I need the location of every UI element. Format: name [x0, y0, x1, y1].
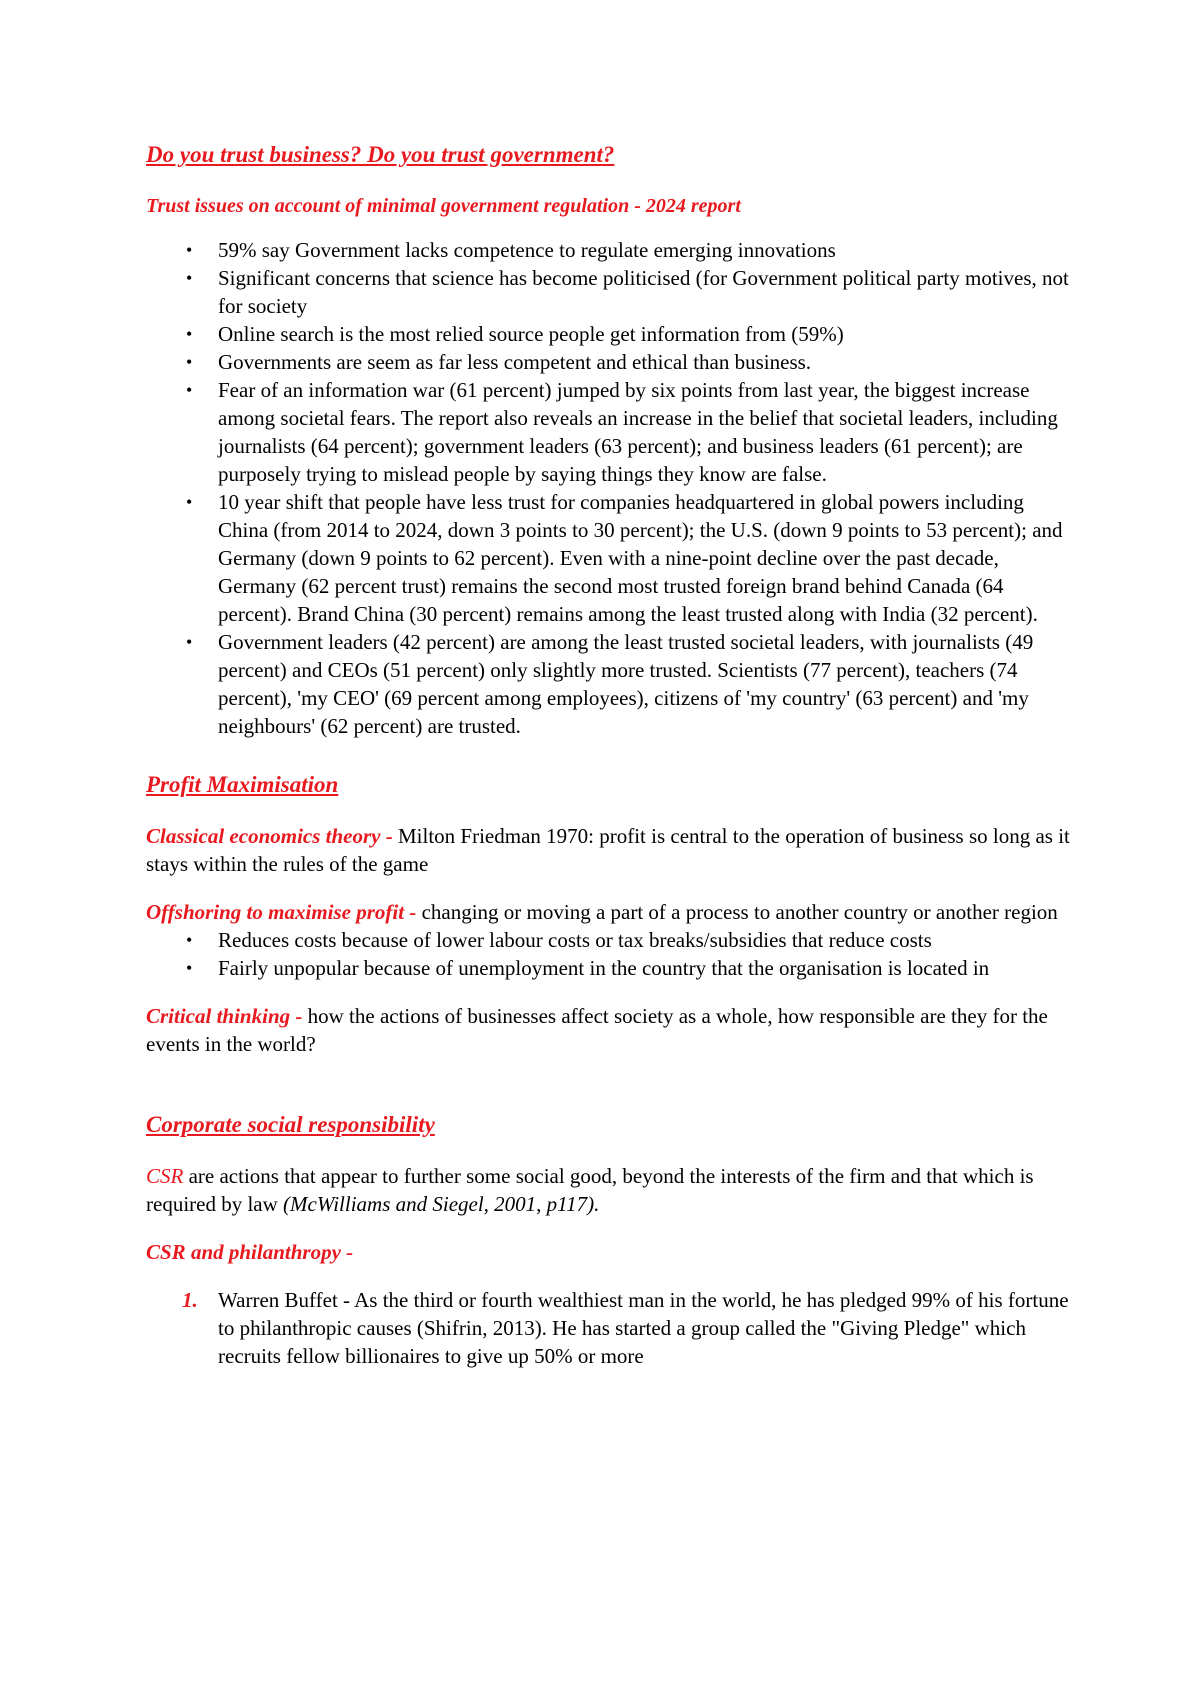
section-title-csr: Corporate social responsibility [146, 1112, 435, 1137]
document-page [146, 140, 1076, 1370]
list-item: • 59% say Government lacks competence to regulate emerging innovations [186, 238, 836, 262]
list-item: • Fairly unpopular because of unemployment in the country that the organisation is located in [186, 956, 990, 980]
list-number: 1. [182, 1288, 198, 1312]
list-item: 1. Warren Buffet - As the third or fourth wealthiest man in the world, he has pledged 99% of his fortune to philanthropic causes (Shifrin, 2013). He has started a group called the "Giving Pledge" which recruits fellow billionaires to give up 50% or more [182, 1288, 1069, 1368]
list-item: • Fear of an information war (61 percent) jumped by six points from last year, the biggest increase among societal fears. The report also reveals an increase in the belief that societal leaders, including journalists (64 percent); government leaders (63 percent); and business leaders (61 percent); are purposely trying to mislead people by saying things they know are false. [186, 378, 1058, 486]
list-item: • Online search is the most relied source people get information from (59%) [186, 322, 844, 346]
classical-theory-paragraph: Classical economics theory - Milton Friedman 1970: profit is central to the operation of business so long as it stays within the rules of the game [146, 824, 1070, 876]
bullet-icon: • [186, 930, 193, 950]
offshoring-label: Offshoring to maximise profit - [146, 900, 422, 924]
section-title-profit: Profit Maximisation [146, 772, 339, 797]
bullet-icon: • [186, 324, 193, 344]
list-item: • Reduces costs because of lower labour costs or tax breaks/subsidies that reduce costs [186, 928, 932, 952]
list-item: • Governments are seem as far less competent and ethical than business. [186, 350, 812, 374]
trust-bullet-list [146, 236, 1076, 740]
philanthropy-numbered-list [146, 1286, 1076, 1370]
section-title-trust: Do you trust business? Do you trust government? [146, 142, 615, 167]
bullet-icon: • [186, 380, 193, 400]
csr-label: CSR [146, 1164, 184, 1188]
subtitle-2024-report: Trust issues on account of minimal government regulation - 2024 report [146, 195, 741, 217]
list-item: • Government leaders (42 percent) are among the least trusted societal leaders, with journalists (49 percent) and CEOs (51 percent) only slightly more trusted. Scientists (77 percent), teachers (74 percent), 'my CEO' (69 percent among employees), citizens of 'my country' (63 percent) and 'my neighbours' (62 percent) are trusted. [186, 630, 1034, 738]
list-item: • 10 year shift that people have less trust for companies headquartered in global powers including China (from 2014 to 2024, down 3 points to 30 percent); the U.S. (down 9 points to 53 percent); and Germany (down 9 points to 62 percent). Even with a nine-point decline over the past decade, Germany (62 percent trust) remains the second most trusted foreign brand behind Canada (64 percent). Brand China (30 percent) remains among the least trusted along with India (32 percent). [186, 490, 1063, 626]
offshoring-bullet-list [146, 926, 1076, 982]
classical-theory-label: Classical economics theory - [146, 824, 398, 848]
critical-thinking-label: Critical thinking - [146, 1004, 308, 1028]
bullet-icon: • [186, 352, 193, 372]
list-item: • Significant concerns that science has become politicised (for Government political party motives, not for society [186, 266, 1069, 318]
bullet-icon: • [186, 268, 193, 288]
csr-definition-paragraph: CSR are actions that appear to further some social good, beyond the interests of the firm and that which is required by law (McWilliams and Siegel, 2001, p117). [146, 1164, 1034, 1216]
offshoring-paragraph: Offshoring to maximise profit - changing or moving a part of a process to another country or another region [146, 900, 1058, 924]
csr-philanthropy-label: CSR and philanthropy - [146, 1240, 354, 1264]
bullet-icon: • [186, 958, 193, 978]
csr-citation: (McWilliams and Siegel, 2001, p117). [283, 1192, 600, 1216]
bullet-icon: • [186, 632, 193, 652]
bullet-icon: • [186, 240, 193, 260]
critical-thinking-paragraph: Critical thinking - how the actions of businesses affect society as a whole, how responsible are they for the events in the world? [146, 1004, 1048, 1056]
bullet-icon: • [186, 492, 193, 512]
